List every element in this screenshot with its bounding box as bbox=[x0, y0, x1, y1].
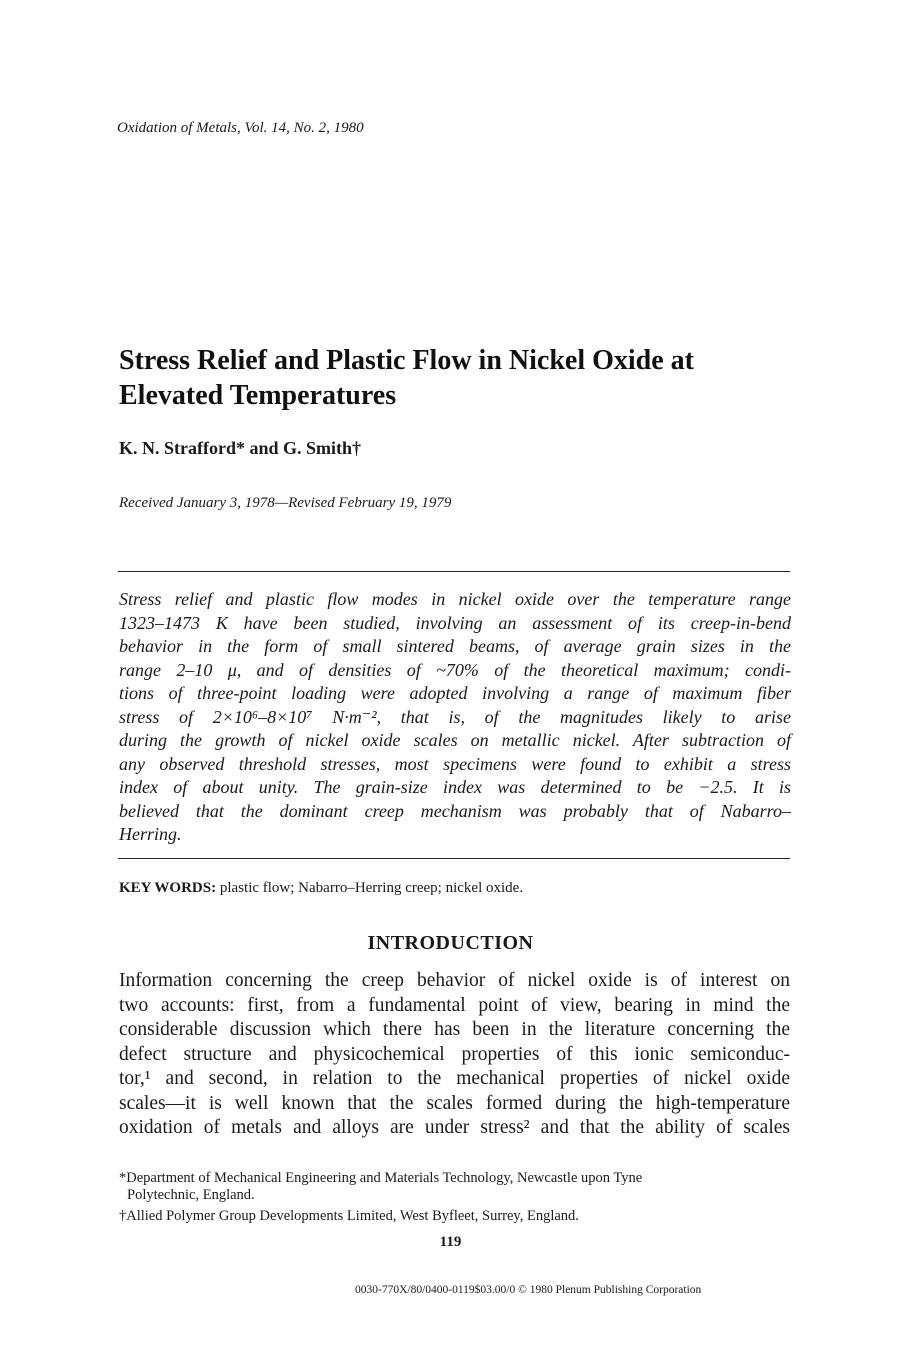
received-dates: Received January 3, 1978—Revised February 19, 1979 bbox=[119, 495, 452, 511]
paper-title-line: Elevated Temperatures bbox=[119, 380, 397, 411]
body-line: Information concerning the creep behavior of nickel oxide is of interest on bbox=[119, 970, 790, 991]
footnote-line: †Allied Polymer Group Developments Limited, West Byfleet, Surrey, England. bbox=[119, 1208, 579, 1224]
abstract bbox=[119, 588, 791, 847]
footnote-line: *Department of Mechanical Engineering and Materials Technology, Newcastle upon Tyne bbox=[119, 1170, 643, 1186]
body-line: defect structure and physicochemical properties of this ionic semiconduc- bbox=[119, 1043, 790, 1065]
keywords bbox=[119, 880, 523, 897]
abstract-line: during the growth of nickel oxide scales on metallic nickel. After subtraction of bbox=[119, 730, 791, 750]
copyright-line: 0030-770X/80/0400-0119$03.00/0 © 1980 Plenum Publishing Corporation bbox=[355, 1284, 702, 1296]
abstract-line: Stress relief and plastic flow modes in nickel oxide over the temperature range bbox=[119, 589, 791, 609]
abstract-line: tions of three-point loading were adopted involving a range of maximum fiber bbox=[119, 683, 791, 703]
journal-citation: Oxidation of Metals, Vol. 14, No. 2, 1980 bbox=[117, 120, 364, 136]
abstract-line: index of about unity. The grain-size index was determined to be −2.5. It is bbox=[119, 777, 791, 797]
abstract-line: Herring. bbox=[119, 824, 182, 844]
authors: K. N. Strafford* and G. Smith† bbox=[119, 438, 362, 458]
footnote-affiliation-2 bbox=[119, 1208, 791, 1225]
paper-title-line: Stress Relief and Plastic Flow in Nickel Oxide at bbox=[119, 345, 694, 376]
abstract-line: 1323–1473 K have been studied, involving an assessment of its creep-in-bend bbox=[119, 612, 791, 633]
footnote-line: Polytechnic, England. bbox=[127, 1187, 255, 1203]
body-line: scales—it is well known that the scales formed during the high-temperature bbox=[119, 1092, 790, 1114]
abstract-line: believed that the dominant creep mechanism was probably that of Nabarro– bbox=[119, 800, 791, 821]
abstract-line: any observed threshold stresses, most specimens were found to exhibit a stress bbox=[119, 753, 791, 774]
section-heading-introduction: INTRODUCTION bbox=[367, 932, 534, 954]
abstract-line: behavior in the form of small sintered beams, of average grain sizes in the bbox=[119, 636, 791, 656]
keywords-text: plastic flow; Nabarro–Herring creep; nickel oxide. bbox=[216, 880, 524, 896]
body-line: oxidation of metals and alloys are under stress² and that the ability of scales bbox=[119, 1117, 790, 1138]
keywords-label: KEY WORDS: bbox=[119, 880, 217, 896]
abstract-top-rule bbox=[118, 571, 790, 572]
paper-title bbox=[119, 343, 819, 413]
footnote-affiliation-1 bbox=[119, 1170, 791, 1204]
introduction-body bbox=[119, 969, 790, 1141]
body-line: considerable discussion which there has been in the literature concerning the bbox=[119, 1019, 790, 1040]
body-line: two accounts: first, from a fundamental point of view, bearing in mind the bbox=[119, 994, 790, 1016]
page-number: 119 bbox=[439, 1234, 462, 1250]
abstract-line: range 2–10 μ, and of densities of ~70% of the theoretical maximum; condi- bbox=[119, 659, 791, 680]
abstract-bottom-rule bbox=[118, 858, 790, 859]
abstract-line: stress of 2×10⁶–8×10⁷ N·m⁻², that is, of the magnitudes likely to arise bbox=[119, 706, 791, 727]
body-line: tor,¹ and second, in relation to the mechanical properties of nickel oxide bbox=[119, 1068, 790, 1089]
